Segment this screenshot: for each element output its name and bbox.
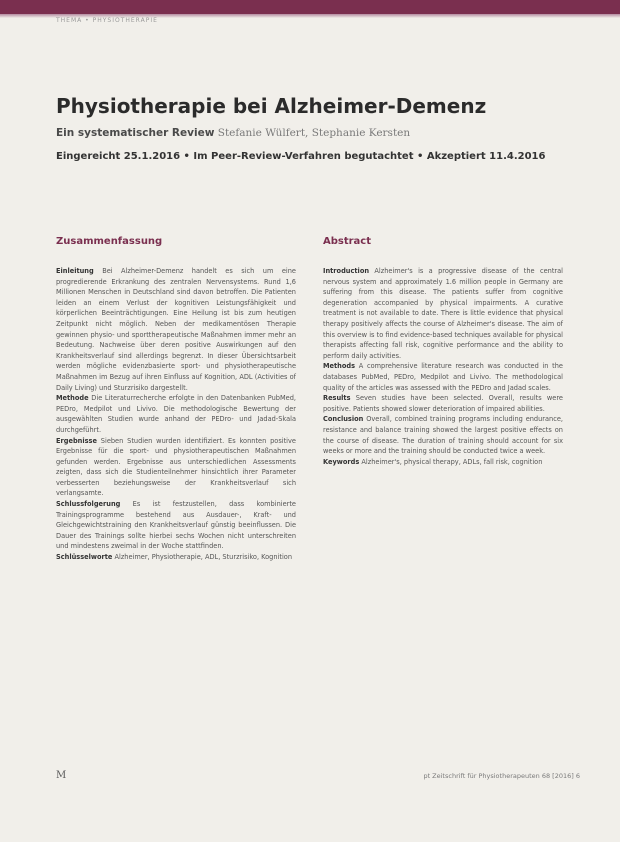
abstract-column: [323, 266, 563, 467]
article-title: Physiotherapie bei Alzheimer-Demenz: [56, 94, 487, 118]
paragraph-label: Keywords: [323, 457, 360, 466]
summary-paragraph: [56, 552, 296, 563]
abstract-paragraph: [323, 361, 563, 393]
review-dates: Eingereicht 25.1.2016 • Im Peer-Review-Verfahren begutachtet • Akzeptiert 11.4.2016: [56, 151, 546, 162]
article-subtitle: Ein systematischer Review: [56, 127, 215, 139]
paragraph-text: Alzheimer's is a progressive disease of the central nervous system and approximately 1.6 million people in Germany are suffering from this disease. The patients suffer from cognitive degeneration accompanied by physical impairments. A curative treatment is not available to date. There is little evidence that physical therapy positively affects the course of Alzheimer's disease. The aim of this overview is to find evidence-based techniques available for physical therapists affecting fall risk, cognitive performance and the ability to perform daily activities.: [323, 267, 563, 360]
paragraph-text: Sieben Studien wurden identifiziert. Es konnten positive Ergebnisse für die sport- und physiotherapeutischen Maßnahmen gefunden werden. Ergebnisse aus unterschiedlichen Assessments zeigten, dass sich die Studienteilnehmer hinsichtlich ihrer Parameter verbesserten beziehungsweise der Krankheitsverlauf sich verlangsamte.: [56, 436, 296, 498]
paragraph-text: Bei Alzheimer-Demenz handelt es sich um eine progredierende Erkrankung des zentralen Nervensystems. Rund 1,6 Millionen Menschen in Deutschland sind davon betroffen. Die Patienten leiden an einem Verlust der kognitiven Leistungsfähigkeit und körperlichen Beeinträchtigungen. Eine Heilung ist bis zum heutigen Zeitpunkt nicht möglich. Neben der medikamentösen Therapie gewinnen physio- und sporttherapeutische Maßnahmen immer mehr an Bedeutung. Nachweise über deren positive Auswirkungen auf den Krankheitsverlauf sind allerdings begrenzt. In dieser Übersichtsarbeit werden mögliche evidenzbasierte sport- und physiotherapeutische Maßnahmen im Bezug auf ihren Einfluss auf Kognition, ADL (Activities of Daily Living) und Sturzrisiko dargestellt.: [56, 267, 296, 392]
paragraph-label: Schlüsselworte: [56, 553, 113, 562]
paragraph-text: Seven studies have been selected. Overall, results were positive. Patients showed slower deterioration of impaired abilities.: [323, 394, 563, 413]
top-color-band: [0, 0, 620, 14]
zusammenfassung-column: [56, 266, 296, 563]
paragraph-text: A comprehensive literature research was conducted in the databases PubMed, PEDro, Medpilot and Livivo. The methodological quality of the articles was assessed with the PEDro and Jadad scales.: [323, 362, 563, 392]
abstract-paragraph: [323, 393, 563, 414]
paragraph-label: Introduction: [323, 267, 370, 275]
paragraph-label: Results: [323, 394, 351, 403]
page-number: M: [56, 770, 67, 781]
abstract-paragraph: [323, 414, 563, 456]
paragraph-label: Conclusion: [323, 415, 364, 424]
abstract-paragraph: [323, 266, 563, 361]
zusammenfassung-heading: Zusammenfassung: [56, 236, 163, 247]
paragraph-label: Methods: [323, 362, 356, 371]
summary-paragraph: [56, 266, 296, 393]
summary-paragraph: [56, 393, 296, 435]
summary-paragraph: [56, 436, 296, 500]
paragraph-text: Es ist festzustellen, dass kombinierte Trainingsprogramme bestehend aus Ausdauer-, Kraft- und Gleichgewichtstraining den Krankheitsverlauf günstig beeinflussen. Die Dauer des Trainings sollte hierbei sechs Wochen nicht unterschreiten und mindestens zweimal in der Woche stattfinden.: [56, 500, 296, 551]
abstract-heading: Abstract: [323, 236, 372, 247]
paragraph-text: Alzheimer, Physiotherapie, ADL, Sturzrisiko, Kognition: [114, 553, 293, 562]
paragraph-text: Die Literaturrecherche erfolgte in den Datenbanken PubMed, PEDro, Medpilot und Livivo. Die methodologische Bewertung der ausgewählten Studien wurde anhand der PEDro- und Jadad-Skala durchgeführt.: [56, 394, 296, 434]
section-tag: THEMA • PHYSIOTHERAPIE: [56, 17, 158, 24]
abstract-paragraph: [323, 457, 563, 468]
paragraph-label: Einleitung: [56, 267, 94, 275]
paragraph-label: Methode: [56, 394, 89, 403]
journal-footer: pt Zeitschrift für Physiotherapeuten 68 [2016] 6: [423, 772, 580, 780]
article-subtitle-line: [56, 127, 410, 139]
paragraph-label: Ergebnisse: [56, 436, 97, 445]
summary-paragraph: [56, 499, 296, 552]
article-authors: Stefanie Wülfert, Stephanie Kersten: [217, 127, 411, 139]
paragraph-text: Overall, combined training programs including endurance, resistance and balance training showed the largest positive effects on the course of disease. The duration of training should account for six weeks or more and the training should be conducted twice a week.: [323, 415, 563, 456]
paragraph-text: Alzheimer's, physical therapy, ADLs, fall risk, cognition: [361, 457, 543, 466]
paragraph-label: Schlussfolgerung: [56, 500, 121, 509]
